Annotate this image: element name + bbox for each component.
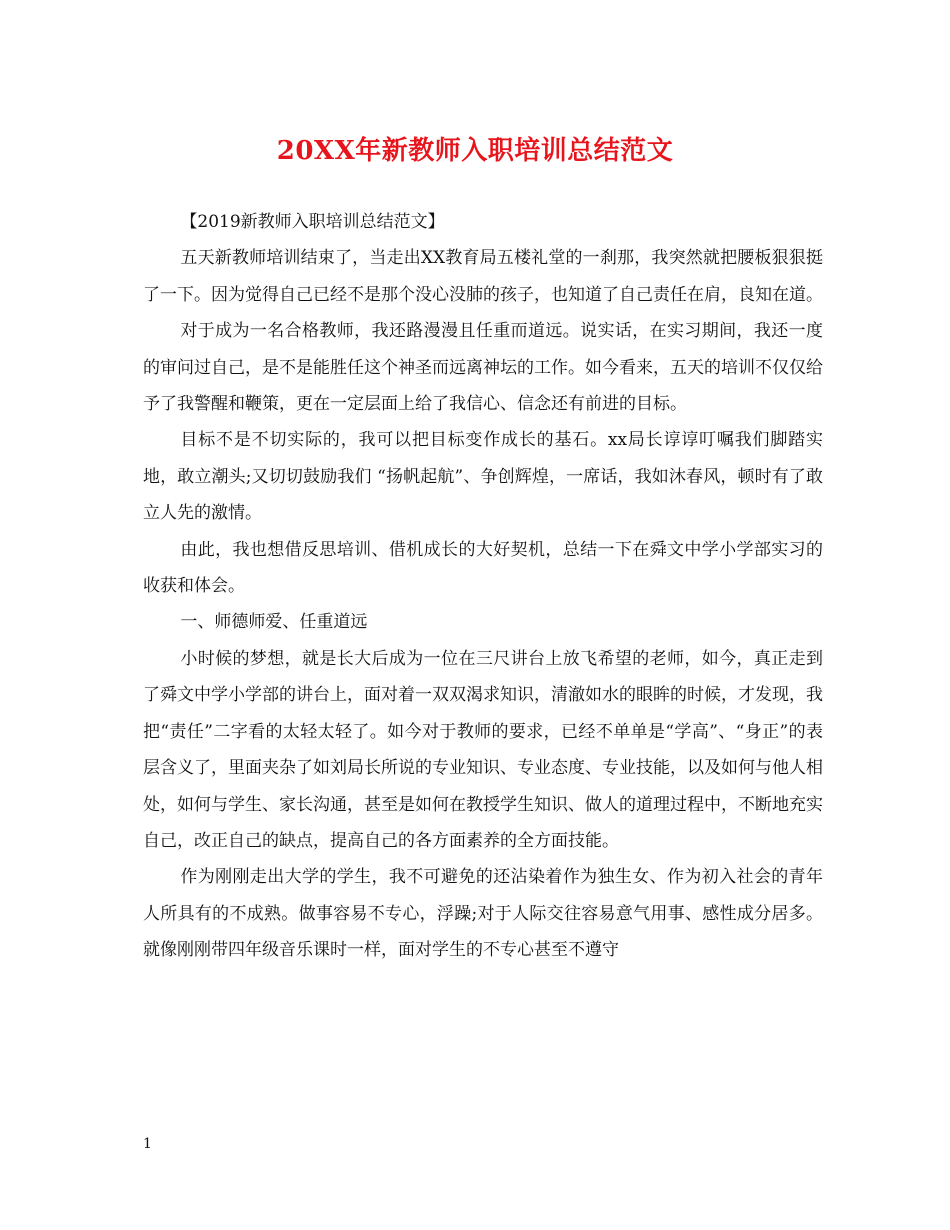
paragraph-5: 小时候的梦想，就是长大后成为一位在三尺讲台上放飞希望的老师，如今，真正走到了舜文中学小学部的讲台上，面对着一双双渴求知识，清澈如水的眼眸的时候，才发现，我把“责任”二字看的太轻太轻了。如今对于教师的要求，已经不单单是“学高”、“身正”的表层含义了，里面夹杂了如刘局长所说的专业知识、专业态度、专业技能，以及如何与他人相处，如何与学生、家长沟通，甚至是如何在教授学生知识、做人的道理过程中，不断地充实自己，改正自己的缺点，提高自己的各方面素养的全方面技能。 (143, 648, 823, 851)
paragraph-2: 对于成为一名合格教师，我还路漫漫且任重而道远。说实话，在实习期间，我还一度的审问过自己，是不是能胜任这个神圣而远离神坛的工作。如今看来，五天的培训不仅仅给予了我警醒和鞭策，更在一定层面上给了我信心、信念还有前进的目标。 (143, 321, 823, 415)
document-title: 20XX年新教师入职培训总结范文 (276, 136, 674, 166)
page-number: 1 (143, 1136, 152, 1152)
paragraph-6: 作为刚刚走出大学的学生，我不可避免的还沾染着作为独生女、作为初入社会的青年人所具有的不成熟。做事容易不专心，浮躁;对于人际交往容易意气用事、感性成分居多。就像刚刚带四年级音乐课时一样，面对学生的不专心甚至不遵守 (143, 867, 823, 961)
section-heading-1: 一、师德师爱、任重道远 (180, 612, 368, 633)
document-body (143, 204, 823, 969)
paragraph-3: 目标不是不切实际的，我可以把目标变作成长的基石。xx局长谆谆叮嘱我们脚踏实地，敢立潮头;又切切鼓励我们 “扬帆起航”、争创辉煌，一席话，我如沐春风，顿时有了敢立人先的激情。 (143, 430, 823, 524)
paragraph-1: 五天新教师培训结束了，当走出XX教育局五楼礼堂的一刹那，我突然就把腰板狠狠挺了一下。因为觉得自己已经不是那个没心没肺的孩子，也知道了自己责任在肩，良知在道。 (143, 248, 823, 305)
paragraph-4: 由此，我也想借反思培训、借机成长的大好契机，总结一下在舜文中学小学部实习的收获和体会。 (143, 539, 823, 597)
subtitle-tag: 【2019新教师入职培训总结范文】 (180, 212, 445, 232)
